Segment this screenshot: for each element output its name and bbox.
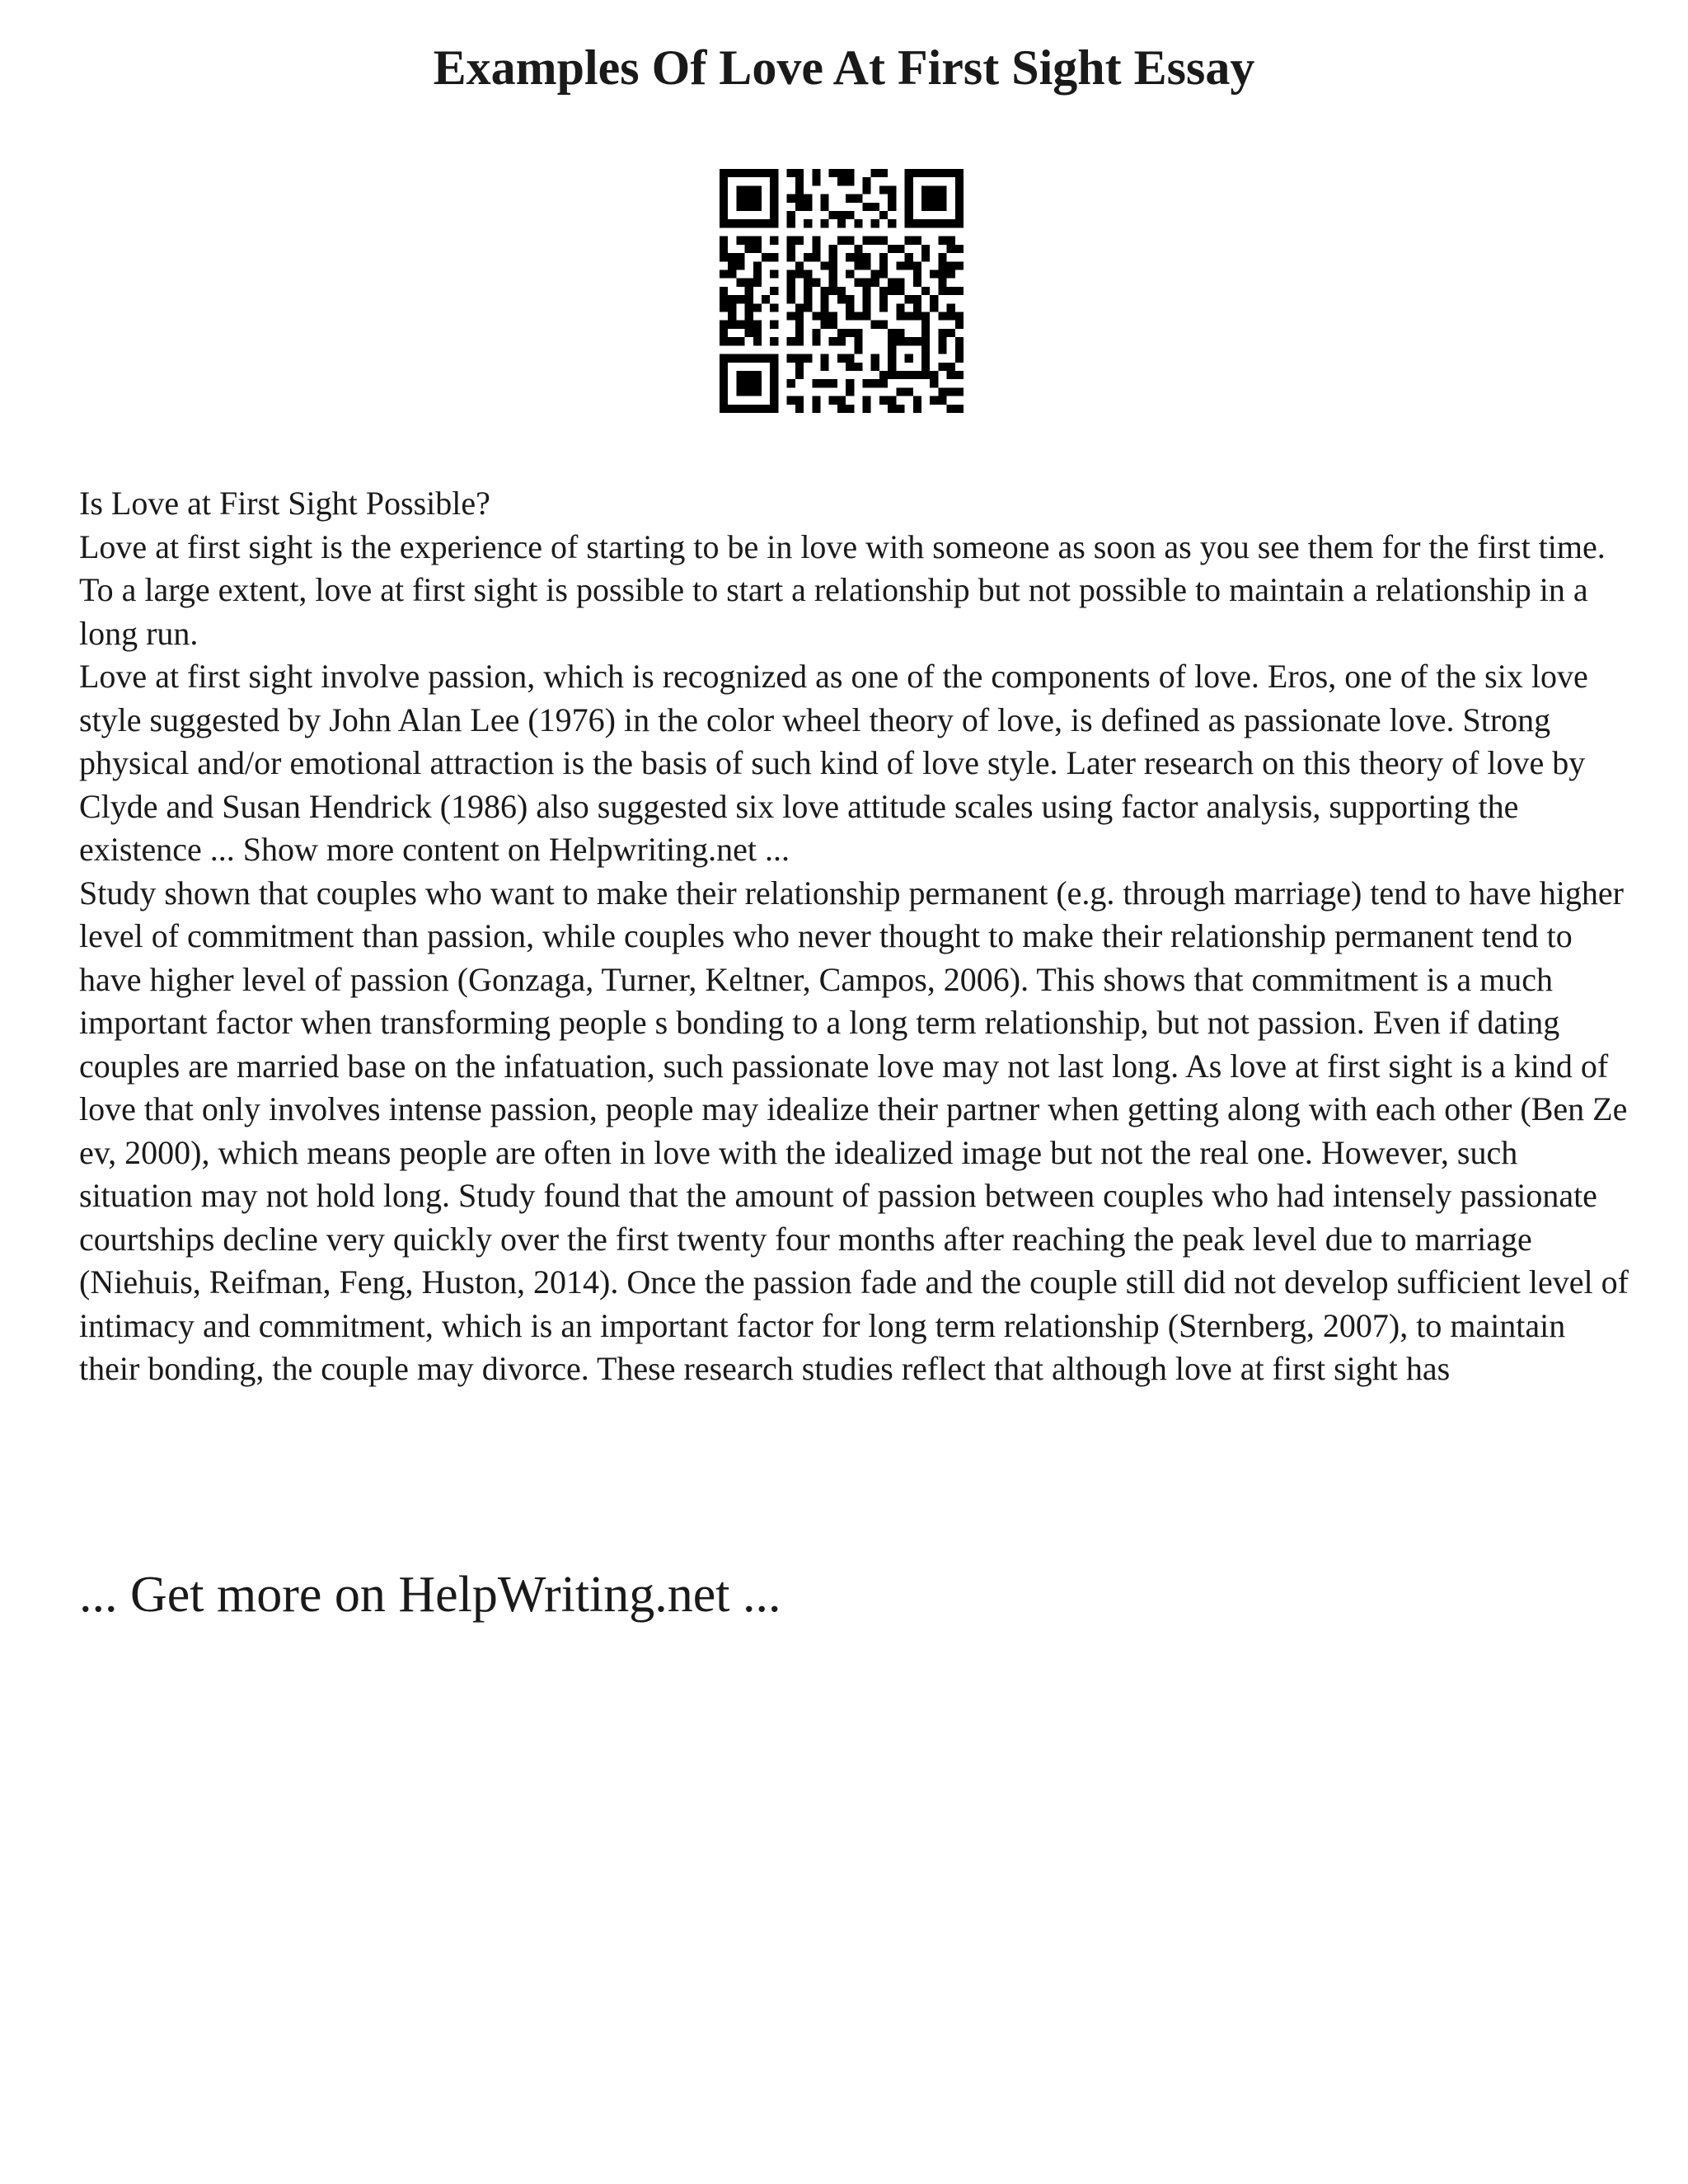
document-title: Examples Of Love At First Sight Essay <box>433 40 1255 95</box>
qr-code-icon <box>720 169 964 413</box>
essay-body <box>79 482 1629 1391</box>
essay-paragraph: Love at first sight involve passion, which is recognized as one of the components of love. Eros, one of the six love style suggested by John Alan Lee (1976) in the color wheel theory of love, is defined as passionate love. Strong physical and/or emotional attraction is the basis of such kind of love style. Later research on this theory of love by Clyde and Susan Hendrick (1986) also suggested six love attitude scales using factor analysis, supporting the existence ... Show more content on Helpwriting.net ... <box>79 658 1588 868</box>
essay-heading: Is Love at First Sight Possible? <box>79 485 490 522</box>
get-more-link[interactable]: ... Get more on HelpWriting.net ... <box>79 1567 781 1623</box>
essay-paragraph: Study shown that couples who want to make their relationship permanent (e.g. through marriage) tend to have higher level of commitment than passion, while couples who never thought to make their relationship permanent tend to have higher level of passion (Gonzaga, Turner, Keltner, Campos, 2006). This shows that commitment is a much important factor when transforming people s bonding to a long term relationship, but not passion. Even if dating couples are married base on the infatuation, such passionate love may not last long. As love at first sight is a kind of love that only involves intense passion, people may idealize their partner when getting along with each other (Ben Ze ev, 2000), which means people are often in love with the idealized image but not the real one. However, such situation may not hold long. Study found that the amount of passion between couples who had intensely passionate courtships decline very quickly over the first twenty four months after reaching the peak level due to marriage (Niehuis, Reifman, Feng, Huston, 2014). Once the passion fade and the couple still did not develop sufficient level of intimacy and commitment, which is an important factor for long term relationship (Sternberg, 2007), to maintain their bonding, the couple may divorce. These research studies reflect that although love at first sight has <box>79 874 1629 1387</box>
essay-paragraph: Love at first sight is the experience of starting to be in love with someone as soon as you see them for the first time. To a large extent, love at first sight is possible to start a relationship but not possible to maintain a relationship in a long run. <box>79 527 1606 652</box>
